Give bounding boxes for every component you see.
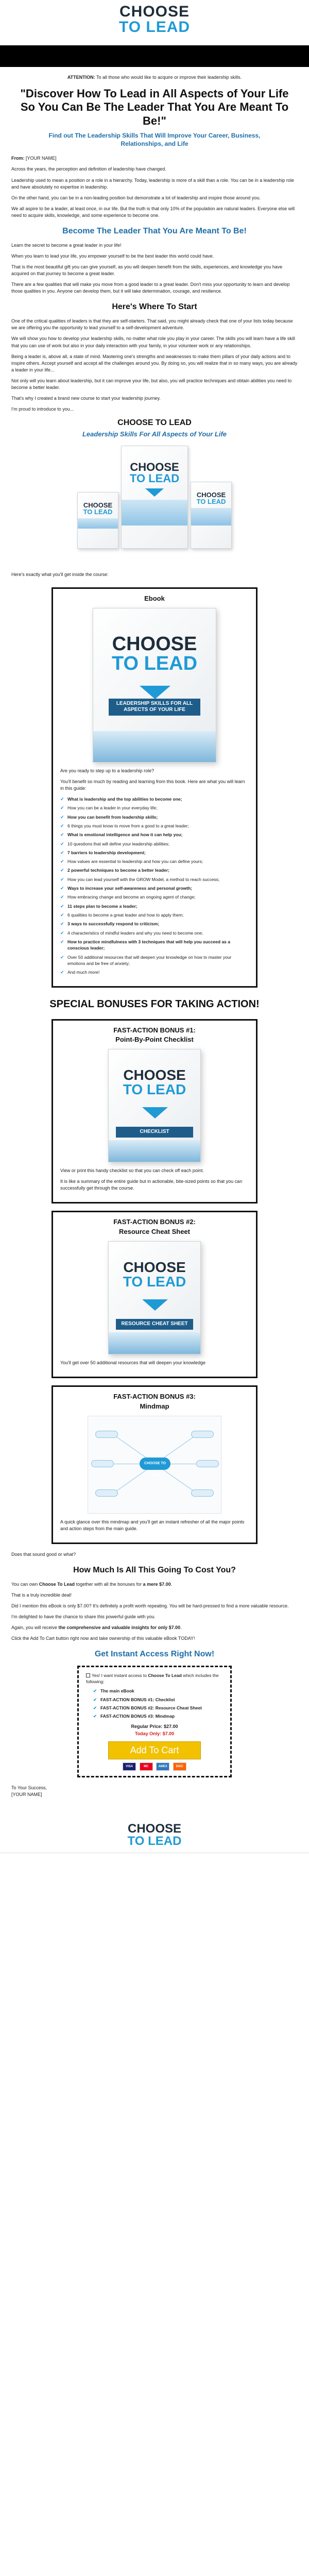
bundle-box-right-waves [191,508,231,526]
benefit-bold: 11 steps plan to become a leader; [67,903,138,909]
cheatsheet-cover [108,1241,201,1354]
intro-p1: Across the years, the perception and definition of leadership have changed. [11,166,166,172]
footer-logo [0,1802,309,1853]
benefit-bold: How to practice mindfulness with 3 techniques that will help you succeed as a conscious leader; [67,939,230,951]
benefit-item [60,969,249,975]
signoff [11,1785,298,1798]
bonus1-title [60,1026,249,1045]
amex-card-icon: AMEX [156,1762,169,1771]
pricing-p2: That is a truly incredible deal! [11,1592,72,1598]
subheadline: Find out The Leadership Skills That Will Improve Your Career, Business, Relationships, and Life [48,132,261,147]
ebook-cover-title2: TO LEAD [111,652,198,674]
benefit-item [60,850,249,856]
benefit-item [60,858,249,865]
pricing-p4: I'm delighted to have the chance to share this powerful guide with you. [11,1614,156,1620]
benefit-bold: 7 barriers to leadership development; [67,850,146,855]
bundle-caption: Here's exactly what you'll get inside the course: [11,571,109,577]
benefit-item [60,867,249,873]
pricing-again-c: . [180,1625,182,1631]
visa-card-icon: VISA [123,1762,136,1771]
mindmap-node [191,1431,214,1438]
cheatsheet-cover-title1: CHOOSE [123,1259,186,1276]
order-agree-a: Yes! I want instant access to [92,1672,148,1678]
benefit-text: 10 questions that will define your leadership abilities; [67,841,169,846]
checklist-cover-sea [109,1140,200,1162]
benefit-item [60,814,249,820]
section2-p3: Being a leader is, above all, a state of mind. Mastering one's strengths and weaknesses to make them pillars of your daily actions and to inspire others. Accept yourself and accept all the challenges around you. By doing so, you will realize that in so many ways, you are already a leader in your life... [11,353,298,372]
bonus3-title-line2: Mindmap [140,1402,169,1410]
course-subtitle: Leadership Skills For All Aspects of Your Life [82,430,227,438]
from-label: From: [11,156,25,161]
attention-line [11,74,298,81]
ebook-cover-sea [93,731,216,762]
order-items [93,1688,223,1719]
footer-logo-line2: TO LEAD [127,1834,182,1848]
bonus2-title-line1: FAST-ACTION BONUS #2: [113,1218,196,1226]
benefit-item [60,954,249,967]
bonus1-title-line2: Point-By-Point Checklist [115,1036,194,1044]
benefit-text: 4 characteristics of mindful leaders and why you need to become one; [67,930,203,936]
ebook-cover [93,608,216,762]
pricing-click: Click the Add To Cart button right now and take ownership of this valuable eBook TODAY! [11,1636,195,1641]
boat-icon [142,1299,168,1311]
bonus3-title-line1: FAST-ACTION BONUS #3: [113,1393,196,1401]
add-to-cart-button[interactable]: Add To Cart [108,1741,201,1759]
logo-line1: CHOOSE [119,3,190,20]
checklist-cover-ribbon: CHECKLIST [116,1127,193,1138]
section1-p4: There are a few qualities that will make you move from a good leader to a great leader. Don't miss your opportunity to learn and develop those qualities in you. Anyone can develop them, but it will take determination, courage, and resilience. [11,282,290,294]
benefit-item [60,894,249,900]
pricing-p1-a: You can own [11,1582,39,1587]
mindmap-node [196,1460,219,1467]
benefit-text: Over 50 additional resources that will deepen your knowledge on how to master your emotions and be free of anxiety; [67,954,232,966]
mindmap-image [88,1416,221,1514]
section1-p2: When you learn to lead your life, you empower yourself to be the best leader this world could have. [11,253,214,259]
bonus2-card [52,1211,258,1378]
section2-p6: I'm proud to introduce to you... [11,406,74,412]
pricing-again-b: the comprehensive and valuable insights for only $7.00 [58,1625,181,1631]
bonus3-p1: A quick glance over this mindmap and you'll get an instant refresher of all the major points and action steps from the main guide. [60,1519,245,1531]
benefit-item [60,876,249,883]
bundle-box-left-title1: CHOOSE [83,501,113,509]
bonus1-title-line1: FAST-ACTION BONUS #1: [113,1026,196,1034]
main-content [0,74,309,1798]
bonus2-title-line2: Resource Cheat Sheet [119,1228,190,1236]
cheatsheet-cover-sea [109,1332,200,1354]
order-item: ✔ FAST-ACTION BONUS #3: Mindmap [93,1713,223,1719]
header-logo [0,0,309,38]
benefit-text: 6 qualities to become a great leader and how to apply them; [67,912,184,918]
bundle-box-main-waves [122,500,187,526]
from-name: [YOUR NAME] [24,156,57,161]
bonus3-card [52,1385,258,1544]
bonus2-title [60,1217,249,1237]
boat-icon [145,488,164,497]
benefit-bold: How you can benefit from leadership skills; [67,814,158,820]
today-price: Today Only: $7.00 [134,1731,175,1736]
benefit-text: 6 things you must know to move from a good to a great leader; [67,823,189,828]
regular-price: Regular Price: $27.00 [131,1724,178,1730]
benefit-item [60,841,249,847]
bundle-box-right-title1: CHOOSE [196,490,226,499]
mindmap-node [95,1489,118,1497]
order-title: Get Instant Access Right Now! [94,1650,215,1659]
checklist-cover-title1: CHOOSE [123,1067,186,1083]
order-item: ✔ FAST-ACTION BONUS #2: Resource Cheat Sheet [93,1705,223,1711]
benefit-bold: 2 powerful techniques to become a better leader; [67,868,169,873]
signoff-line1: To Your Success, [11,1785,47,1790]
mindmap-node [95,1431,118,1438]
pricing-again-a: Again, you will receive [11,1625,59,1631]
order-agree [86,1672,223,1685]
agree-checkbox[interactable] [86,1673,90,1677]
bonus3-title [60,1392,249,1412]
ebook-card [52,587,258,988]
pricing-title: How Much Is All This Going To Cost You? [73,1565,236,1574]
section2-title: Here's Where To Start [112,302,197,312]
benefit-text: How embracing change and become an ongoing agent of change; [67,894,196,900]
mastercard-icon: MC [140,1762,153,1771]
ebook-intro-2: You'll benefit so much by reading and learning from this book. Here are what you will learn in this guide: [60,778,245,791]
boat-icon [142,1107,168,1118]
benefit-item [60,939,249,952]
bundle-box-main-title1: CHOOSE [130,460,179,473]
order-agree-c: which includes the following: [86,1672,219,1684]
section2-p5: That's why I created a brand new course to start your leadership journey. [11,395,161,401]
intro-p4: We all aspire to be a leader, at least once, in our life. But the truth is that only 10% of the population are natural leaders. Everyone else will need to acquire skills, knowledge, and some experience to become one. [11,206,295,218]
ebook-cover-ribbon: LEADERSHIP SKILLS FOR ALL ASPECTS OF YOUR LIFE [109,699,200,716]
attention-label: ATTENTION: [67,75,95,80]
bonus2-p1: You'll get over 50 additional resources that will deepen your knowledge [60,1360,206,1366]
payment-cards [86,1762,223,1771]
mindmap-node [91,1460,114,1467]
bundle-box-right-title2: TO LEAD [196,497,226,505]
cheatsheet-cover-title2: TO LEAD [123,1274,186,1290]
bundle-box-main [121,446,188,549]
ebook-cover-title1: CHOOSE [112,633,197,655]
from-line [11,155,298,162]
benefit-text: How values are essential to leadership and how you can define yours; [67,859,203,865]
benefit-item [60,805,249,811]
benefit-item [60,796,249,802]
pricing-p1-b: Choose To Lead [39,1582,75,1587]
order-item: ✔ FAST-ACTION BONUS #1: Checklist [93,1697,223,1703]
benefit-bold: What is emotional intelligence and how it can help you; [67,832,183,838]
pricing-p1-e: . [170,1582,173,1587]
benefit-item [60,832,249,838]
benefit-text: How you can lead yourself with the GROW Model, a method to reach success; [67,876,220,882]
boat-icon [140,686,170,699]
bonus1-card [52,1019,258,1204]
pricing-p1-d: a mere $7.00 [143,1582,171,1587]
ebook-intro-1: Are you ready to step up to a leadership role? [60,768,154,773]
benefit-item [60,912,249,918]
mindmap-center: CHOOSE TO LEAD [140,1458,170,1470]
cheatsheet-cover-ribbon: RESOURCE CHEAT SHEET [116,1319,193,1330]
order-agree-b: Choose To Lead [148,1672,182,1678]
signoff-name: [YOUR NAME] [11,1791,42,1797]
benefit-item [60,885,249,891]
bonus1-p2: It is like a summary of the entire guide but in actionable, bite-sized points so that you can successfully get through the course. [60,1179,243,1191]
benefit-text: And much more! [67,970,100,975]
bundle-box-left [77,492,118,549]
order-item: ✔ The main eBook [93,1688,223,1694]
benefit-item [60,930,249,936]
benefit-item [60,903,249,909]
checklist-cover [108,1049,201,1162]
section2-p4: Not only will you learn about leadership, but it can improve your life, but also, you will practice techniques and obtain abilities you need to become a better leader. [11,378,292,390]
benefit-bold: What is leadership and the top abilities to become one; [67,796,182,802]
ebook-card-title: Ebook [144,594,165,602]
section1-title: Become The Leader That You Are Meant To Be! [62,226,247,235]
order-box [77,1666,232,1777]
pricing-again [11,1624,298,1631]
bonus1-p1: View or print this handy checklist so that you can check off each point. [60,1168,204,1174]
benefit-text: How you can be a leader in your everyday life; [67,805,158,811]
course-title: CHOOSE TO LEAD [117,418,192,427]
benefit-bold: Ways to increase your self-awareness and personal growth; [67,886,193,891]
bonuses-heading: SPECIAL BONUSES FOR TAKING ACTION! [49,998,260,1010]
bundle-box-main-title2: TO LEAD [129,471,180,485]
pre-price-line: Does that sound good or what? [11,1551,76,1557]
intro-p3: On the other hand, you can be in a non-leading position but demonstrate a lot of leadership and inspire those around you. [11,195,261,200]
bundle-box-left-title2: TO LEAD [83,507,113,516]
checklist-cover-title2: TO LEAD [123,1081,186,1098]
discover-card-icon: DISC [173,1762,186,1771]
logo-line2: TO LEAD [118,19,191,36]
pricing-p1 [11,1581,298,1588]
section1-p1: Learn the secret to become a great leader in your life! [11,242,122,248]
mindmap-node [191,1489,214,1497]
footer-bar [0,1853,309,1868]
pricing-p1-c: together with all the bonuses for [75,1582,143,1587]
product-bundle-image [77,446,232,564]
bundle-box-right [191,482,232,549]
benefit-item [60,921,249,927]
footer-logo-line1: CHOOSE [127,1821,181,1836]
section1-p3: That is the most beautiful gift you can give yourself, as you will deepen benefit from the skills, experiences, and knowledge you have acquired on that journey to become a great leader. [11,264,283,277]
pricing-p3: Did I mention this eBook is only $7.00? It's definitely a profit worth repeating. You will be hard-pressed to find a more valuable resource. [11,1603,289,1609]
headline: "Discover How To Lead in All Aspects of Your Life So You Can Be The Leader That You Are Meant To Be!" [20,87,289,127]
attention-text: To all those who would like to acquire or improve their leadership skills. [95,75,242,80]
header-bar [0,45,309,67]
section2-p1: One of the critical qualities of leaders is that they are self-starters. That said, you might already check that one of your lists today because we are offering you the opportunity to lead yourself to a self-development adventure. [11,318,293,331]
section2-p2: We will show you how to develop your leadership skills, no matter what role you play in your career. The skills you will learn have a life skill that you can use of work but also in your daily interaction with your family, in your volunteer work or any relationships. [11,336,295,348]
intro-p2: Leadership used to mean a position or a role in a hierarchy. Today, leadership is more of a skill than a role. You can be in a leadership role and have absolutely no expertise in leadership. [11,177,294,190]
ebook-benefit-list [60,796,249,976]
benefit-bold: 3 ways to successfully respond to criticism; [67,921,160,927]
benefit-item [60,823,249,829]
bundle-box-left-waves [78,518,118,529]
